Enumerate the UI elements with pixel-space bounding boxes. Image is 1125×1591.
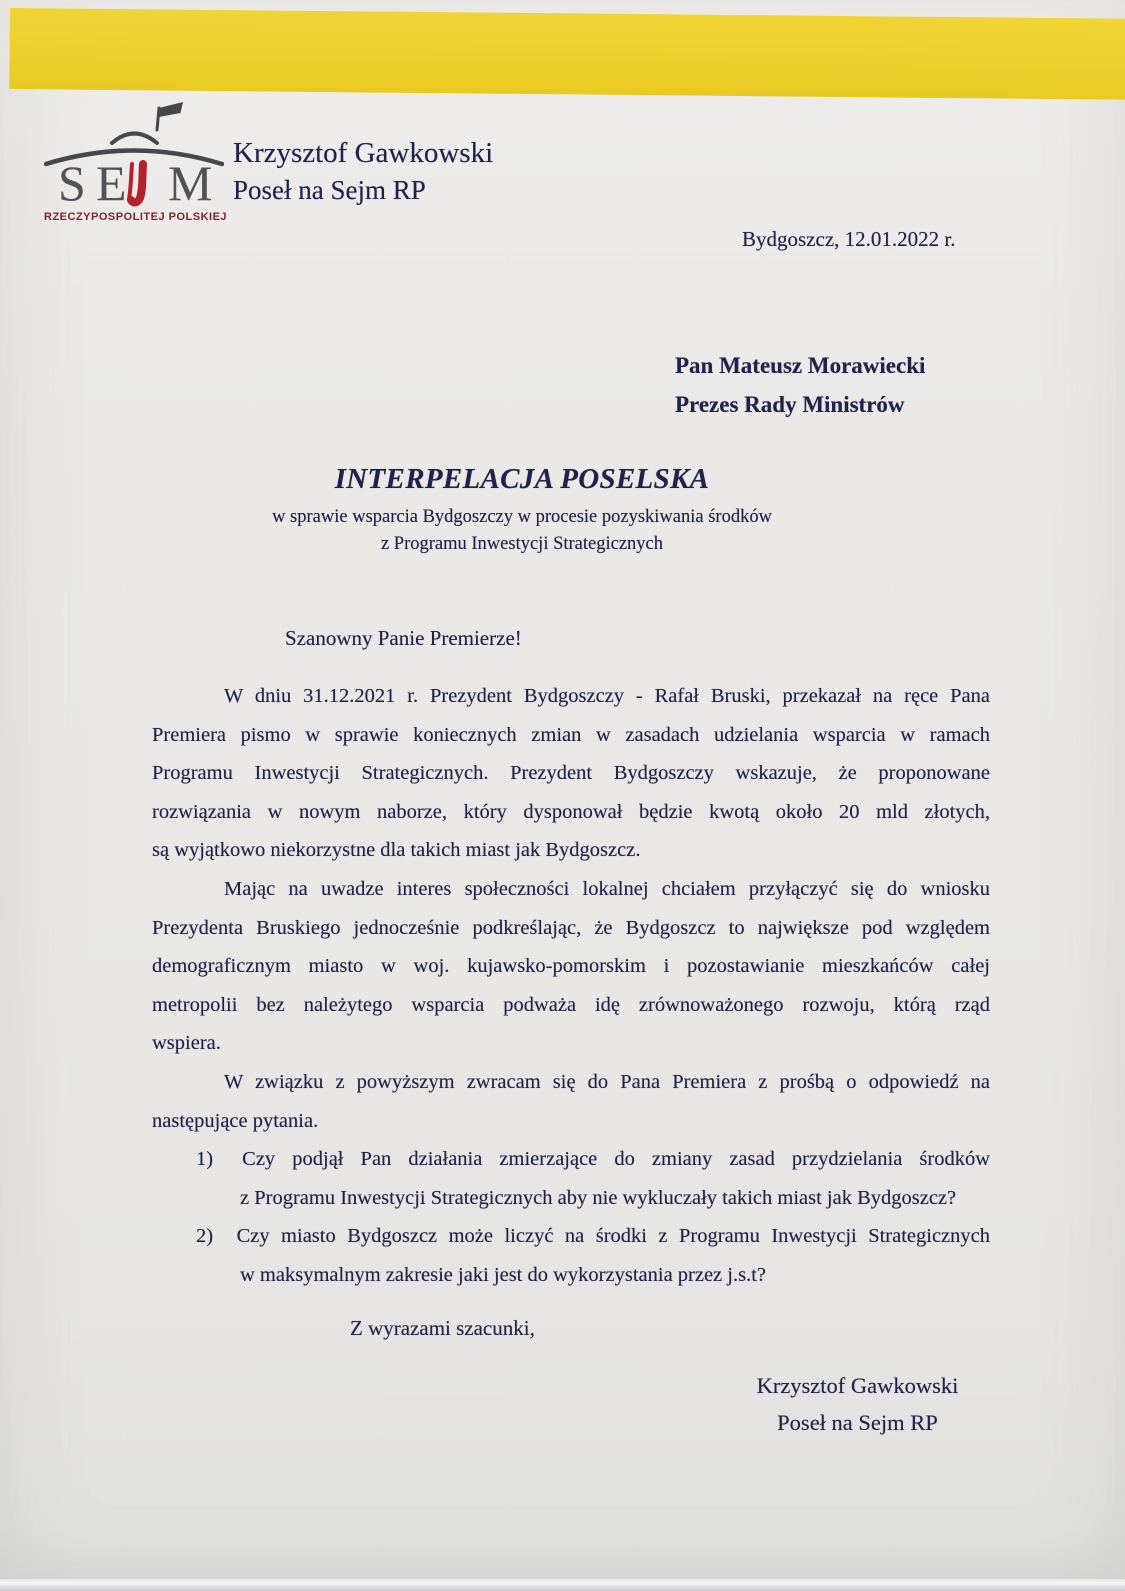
body-line: Programu Inwestycji Strategicznych. Prezydent Bydgoszczy wskazuje, że proponowane xyxy=(152,762,990,785)
body-line: Mając na uwadze interes społeczności lokalnej chciałem przyłączyć się do wniosku xyxy=(224,877,990,900)
question-1-continuation: z Programu Inwestycji Strategicznych aby nie wykluczały takich miast jak Bydgoszcz? xyxy=(240,1186,957,1209)
letter-subtitle xyxy=(152,504,892,558)
question-item-2 xyxy=(152,1217,990,1256)
closing: Z wyrazami szacunki, xyxy=(350,1316,535,1340)
addressee-name: Pan Mateusz Morawiecki xyxy=(675,353,926,378)
sejm-logo xyxy=(44,96,228,223)
body-line: rozwiązania w nowym naborze, który dysponował będzie kwotą około 20 mld złotych, xyxy=(152,800,990,823)
sejm-flag-icon xyxy=(157,102,183,130)
sejm-letter-e: E xyxy=(96,155,127,208)
sejm-logo-graphic xyxy=(44,96,224,208)
sejm-letter-m: M xyxy=(168,155,213,208)
body-line: metropolii bez należytego wsparcia podważa idę zrównoważonego rozwoju, którą rząd xyxy=(152,993,990,1016)
letter-subtitle-line-2: z Programu Inwestycji Strategicznych xyxy=(380,534,664,554)
question-item-1 xyxy=(152,1140,990,1179)
question-2-text: Czy miasto Bydgoszcz może liczyć na środki z Programu Inwestycji Strategicznych xyxy=(236,1225,991,1248)
salutation: Szanowny Panie Premierze! xyxy=(285,626,522,650)
letter-body xyxy=(152,677,990,1295)
letter-subtitle-line-1: w sprawie wsparcia Bydgoszczy w procesie pozyskiwania środków xyxy=(272,507,772,527)
letterhead xyxy=(233,135,493,209)
letter-title: INTERPELACJA POSELSKA xyxy=(334,463,710,495)
letterhead-name: Krzysztof Gawkowski xyxy=(233,137,494,169)
question-2-continuation: w maksymalnym zakresie jaki jest do wykorzystania przez j.s.t? xyxy=(240,1263,767,1286)
body-line: są wyjątkowo niekorzystne dla takich miast jak Bydgoszcz. xyxy=(152,839,641,862)
question-1-marker: 1) xyxy=(196,1148,214,1171)
question-1-text: Czy podjął Pan działania zmierzające do zmiany zasad przydzielania środków xyxy=(242,1148,991,1171)
letterhead-role: Poseł na Sejm RP xyxy=(233,175,426,205)
yellow-tape xyxy=(9,8,1125,100)
question-2-marker: 2) xyxy=(196,1225,214,1248)
sejm-caption: RZECZYPOSPOLITEJ POLSKIEJ xyxy=(44,211,228,223)
signature-role: Poseł na Sejm RP xyxy=(777,1410,938,1435)
body-line: W związku z powyższym zwracam się do Pana Premiera z prośbą o odpowiedź na xyxy=(224,1070,990,1093)
dateline: Bydgoszcz, 12.01.2022 r. xyxy=(742,227,956,251)
body-line: Prezydenta Bruskiego jednocześnie podkreślając, że Bydgoszcz to największe pod względem xyxy=(152,916,990,939)
body-line: demograficznym miasto w woj. kujawsko-pomorskim i pozostawianie mieszkańców całej xyxy=(152,955,990,978)
body-line: W dniu 31.12.2021 r. Prezydent Bydgoszczy - Rafał Bruski, przekazał na ręce Pana xyxy=(224,685,990,707)
body-line: wspiera. xyxy=(152,1032,221,1055)
signature-name: Krzysztof Gawkowski xyxy=(756,1373,959,1398)
body-line: Premiera pismo w sprawie koniecznych zmian w zasadach udzielania wsparcia w ramach xyxy=(152,723,990,746)
signature-block xyxy=(700,1367,1015,1441)
sejm-letter-j-icon xyxy=(129,164,143,202)
body-line: następujące pytania. xyxy=(152,1109,319,1132)
addressee-role: Prezes Rady Ministrów xyxy=(675,392,905,417)
title-block xyxy=(152,463,892,558)
sejm-letter-s: S xyxy=(58,155,86,208)
photo-bottom-edge xyxy=(0,1579,1125,1591)
addressee-block xyxy=(675,346,925,424)
